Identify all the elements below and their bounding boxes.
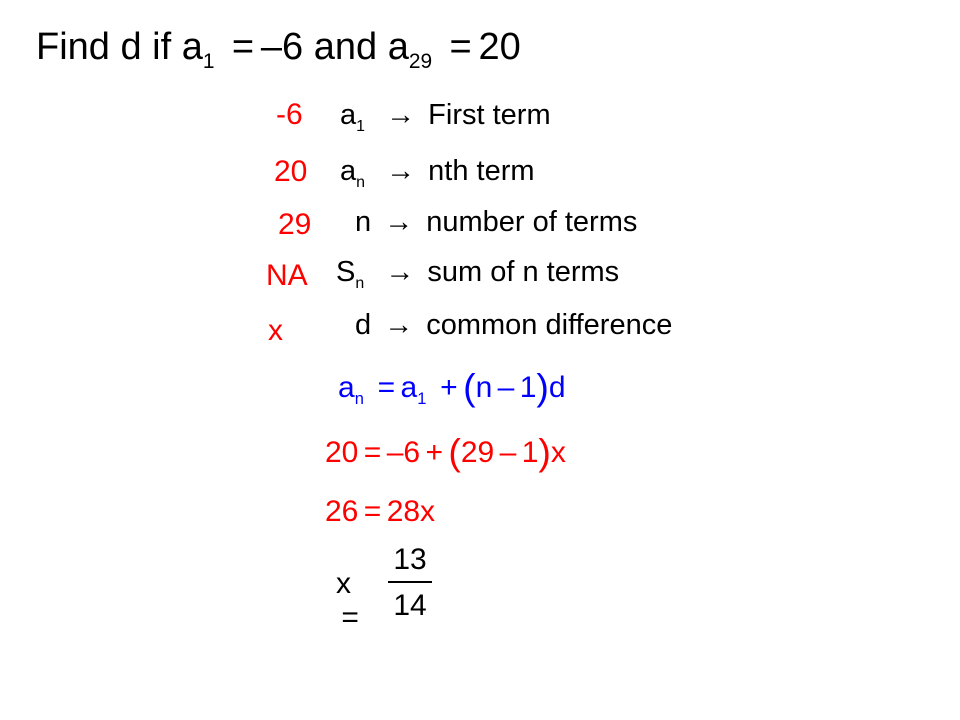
title-equals-2: =	[449, 26, 472, 68]
substitution-step	[325, 431, 566, 473]
step1-plus: +	[425, 436, 443, 469]
step1-equals: =	[363, 436, 382, 469]
simplified-step	[325, 497, 435, 527]
def-symbol: d	[355, 309, 372, 341]
step1-one: 1	[521, 436, 539, 469]
formula-lhs: a	[338, 371, 355, 404]
formula-right-paren: )	[536, 366, 549, 408]
definition-first-term	[340, 99, 551, 136]
arrow-icon: →	[386, 155, 416, 187]
def-text: number of terms	[426, 206, 638, 238]
def-subscript: 1	[356, 118, 366, 136]
arrow-icon: →	[385, 256, 415, 288]
value-common-difference: x	[268, 314, 283, 347]
formula-a1-subscript: 1	[417, 390, 427, 409]
formula-equals: =	[377, 371, 396, 404]
result-var: x	[336, 567, 351, 600]
definition-common-difference	[355, 311, 672, 340]
title-equals-1: =	[231, 26, 255, 68]
step2-lhs: 26	[325, 495, 359, 528]
value-nth-term: 20	[274, 155, 308, 188]
fraction-numerator: 13	[393, 543, 427, 576]
arrow-icon: →	[386, 99, 416, 131]
value-number-of-terms: 29	[278, 208, 312, 241]
def-symbol: a	[340, 155, 357, 187]
result-fraction	[388, 543, 432, 623]
formula-a1: a	[400, 371, 418, 404]
title-and-a: and a	[313, 26, 409, 68]
arrow-icon: →	[384, 206, 414, 238]
formula-left-paren: (	[463, 366, 476, 408]
def-subscript: n	[356, 174, 366, 192]
def-symbol: a	[340, 99, 357, 131]
problem-statement	[36, 26, 521, 74]
step1-var: x	[550, 436, 566, 469]
def-subscript: n	[355, 275, 365, 293]
title-a1-subscript: 1	[202, 50, 215, 74]
step1-left-paren: (	[448, 431, 461, 473]
formula-minus: –	[497, 371, 515, 404]
def-text: nth term	[428, 155, 535, 187]
step1-lhs: 20	[325, 436, 359, 469]
step1-right-paren: )	[538, 431, 551, 473]
value-first-term: -6	[276, 98, 303, 131]
def-text: common difference	[426, 309, 673, 341]
title-a29-subscript: 29	[408, 50, 433, 74]
definition-nth-term	[340, 155, 535, 192]
definition-number-of-terms	[355, 208, 637, 237]
step1-minus: –	[499, 436, 517, 469]
definition-sum	[336, 256, 620, 293]
result-equals: =	[341, 601, 359, 634]
title-value-1: –6	[260, 26, 304, 68]
value-sum: NA	[266, 259, 308, 292]
def-text: sum of n terms	[427, 256, 620, 288]
nth-term-formula	[338, 366, 566, 409]
fraction-denominator: 14	[393, 589, 427, 622]
formula-d: d	[548, 371, 566, 404]
def-symbol: n	[355, 206, 372, 238]
title-value-2: 20	[478, 26, 521, 68]
formula-plus: +	[440, 371, 458, 404]
result-lhs	[336, 567, 364, 635]
step2-rhs: 28x	[386, 495, 436, 528]
step2-equals: =	[363, 495, 382, 528]
def-text: First term	[428, 99, 551, 131]
formula-inner: n	[475, 371, 493, 404]
def-symbol: S	[336, 256, 356, 288]
step1-inner: 29	[460, 436, 495, 469]
title-find: Find d if a	[36, 26, 203, 68]
formula-one: 1	[519, 371, 537, 404]
arrow-icon: →	[384, 309, 414, 341]
step1-a1: –6	[386, 436, 421, 469]
formula-lhs-subscript: n	[354, 390, 364, 409]
